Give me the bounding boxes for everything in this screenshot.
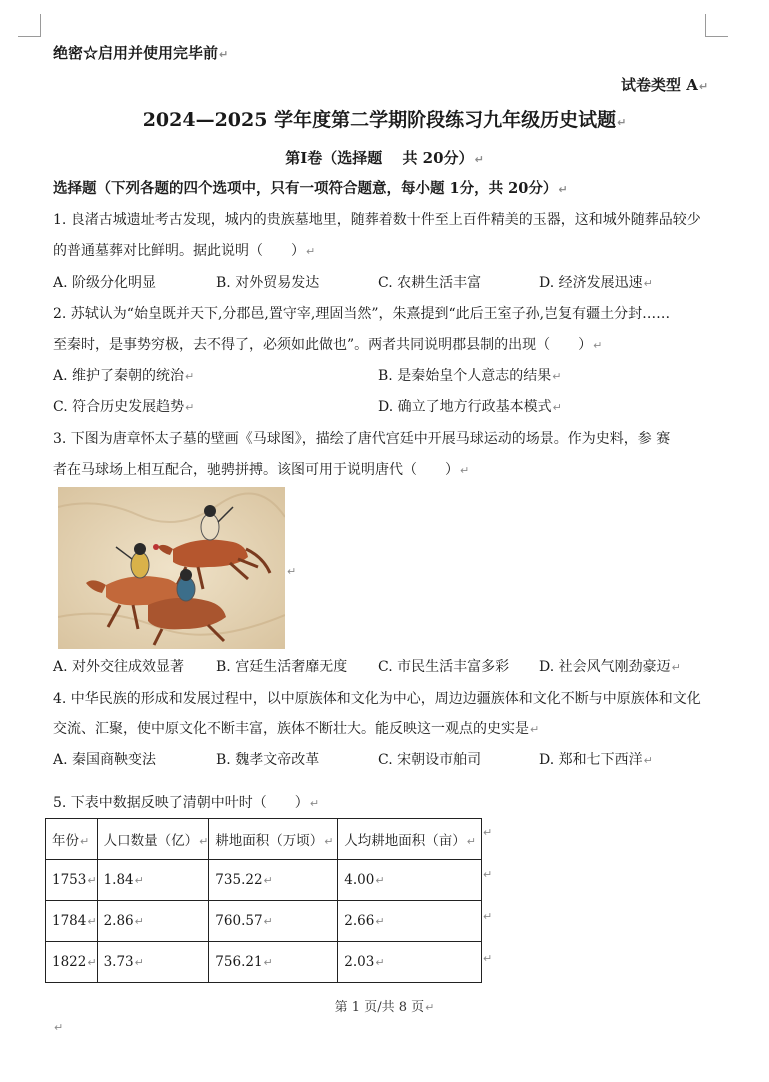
question-3-line-2: 者在马球场上相互配合，驰骋拼搏。该图可用于说明唐代（ ）↵: [53, 462, 470, 478]
question-2-option-b: B. 是秦始皇个人意志的结果↵: [378, 368, 562, 384]
question-3-option-c: C. 市民生活丰富多彩: [378, 659, 510, 675]
cell-paragraph-mark: ↵: [134, 956, 144, 969]
cell-paragraph-mark: ↵: [375, 956, 385, 969]
table-cell: 735.22↵: [209, 860, 338, 901]
cell-paragraph-mark: ↵: [375, 915, 385, 928]
table-cell: 2.66↵: [338, 901, 482, 942]
cell-paragraph-mark: ↵: [263, 956, 273, 969]
question-2-option-c: C. 符合历史发展趋势↵: [53, 399, 195, 415]
question-1-option-d: D. 经济发展迅速↵: [539, 275, 653, 291]
question-3-option-b: B. 宫廷生活奢靡无度: [216, 659, 348, 675]
question-5-line-1: 5. 下表中数据反映了清朝中叶时（ ）↵: [53, 795, 320, 811]
question-1-option-a: A. 阶级分化明显: [53, 275, 157, 291]
paper-type-label: 试卷类型 A↵: [621, 76, 709, 94]
table-header-cell: 人均耕地面积（亩）↵: [338, 819, 482, 860]
cell-paragraph-mark: ↵: [199, 835, 209, 848]
question-3-option-d: D. 社会风气刚劲豪迈↵: [539, 659, 681, 675]
table-row-mark: ↵: [483, 868, 493, 881]
table-header-cell: 耕地面积（万顷）↵: [209, 819, 338, 860]
table-cell: 756.21↵: [209, 942, 338, 983]
table-cell: 760.57↵: [209, 901, 338, 942]
cell-paragraph-mark: ↵: [324, 835, 334, 848]
question-2-option-d: D. 确立了地方行政基本模式↵: [378, 399, 562, 415]
table-cell: 1784↵: [46, 901, 98, 942]
cell-paragraph-mark: ↵: [466, 835, 477, 848]
table-header-row: [46, 819, 482, 860]
cell-paragraph-mark: ↵: [263, 915, 273, 928]
question-4-line-2: 交流、汇聚，使中原文化不断丰富，族体不断壮大。能反映这一观点的史实是↵: [53, 721, 540, 737]
exam-title: 2024—2025 学年度第二学期阶段练习九年级历史试题↵: [142, 109, 627, 131]
cell-paragraph-mark: ↵: [263, 874, 273, 887]
table-cell: 3.73↵: [97, 942, 209, 983]
cell-paragraph-mark: ↵: [375, 874, 385, 887]
confidential-label: 绝密☆启用并使用完毕前↵: [53, 44, 229, 62]
question-4-option-b: B. 魏孝文帝改革: [216, 752, 320, 768]
question-3-line-1: 3. 下图为唐章怀太子墓的壁画《马球图》，描绘了唐代宫廷中开展马球运动的场景。作为史料，参 赛: [53, 431, 671, 447]
table-cell: 1.84↵: [97, 860, 209, 901]
question-2-line-2: 至秦时，是事势穷极，去不得了，必须如此做也”。两者共同说明郡县制的出现（ ）↵: [53, 337, 603, 353]
table-cell: 4.00↵: [338, 860, 482, 901]
cell-paragraph-mark: ↵: [87, 874, 97, 887]
crop-mark-top-left: [18, 14, 41, 37]
table-cell: 1753↵: [46, 860, 98, 901]
question-4-option-c: C. 宋朝设市舶司: [378, 752, 482, 768]
table-cell: 2.03↵: [338, 942, 482, 983]
cell-paragraph-mark: ↵: [87, 915, 97, 928]
question-1-line-1: 1. 良渚古城遗址考古发现，城内的贵族墓地里，随葬着数十件至上百件精美的玉器，这和城外随葬品较少: [53, 212, 701, 228]
section-heading: 选择题（下列各题的四个选项中，只有一项符合题意，每小题 1分，共 20分）↵: [53, 180, 568, 197]
polo-mural-image: [58, 487, 285, 649]
table-row-mark: ↵: [483, 826, 493, 839]
table-header-cell: 年份↵: [46, 819, 98, 860]
table-header-cell: 人口数量（亿）↵: [97, 819, 209, 860]
question-2-option-a: A. 维护了秦朝的统治↵: [53, 368, 195, 384]
cell-paragraph-mark: ↵: [134, 874, 144, 887]
question-1-option-b: B. 对外贸易发达: [216, 275, 320, 291]
table-row: [46, 942, 482, 983]
crop-mark-top-right: [705, 14, 728, 37]
question-3-option-a: A. 对外交往成效显著: [53, 659, 185, 675]
cell-paragraph-mark: ↵: [87, 956, 97, 969]
population-land-table: [45, 818, 482, 983]
question-4-line-1: 4. 中华民族的形成和发展过程中，以中原族体和文化为中心，周边边疆族体和文化不断与中原族体和文化: [53, 691, 701, 707]
cell-paragraph-mark: ↵: [80, 835, 90, 848]
question-4-option-a: A. 秦国商鞅变法: [53, 752, 157, 768]
question-2-line-1: 2. 苏轼认为“始皇既并天下,分郡邑,置守宰,理固当然”，朱熹提到“此后王室子孙,岂复有疆土分封……: [53, 306, 671, 322]
part-title: 第Ⅰ卷（选择题 共 20分）↵: [285, 149, 484, 167]
image-paragraph-mark: ↵: [287, 565, 297, 578]
cell-paragraph-mark: ↵: [134, 915, 144, 928]
trailing-paragraph-mark: ↵: [54, 1021, 64, 1034]
table-cell: 2.86↵: [97, 901, 209, 942]
table-row: [46, 901, 482, 942]
question-1-line-2: 的普通墓葬对比鲜明。据此说明（ ）↵: [53, 243, 316, 259]
question-4-option-d: D. 郑和七下西洋↵: [539, 752, 653, 768]
question-1-option-c: C. 农耕生活丰富: [378, 275, 482, 291]
page-footer: 第 1 页/共 8 页↵: [334, 1000, 435, 1015]
table-cell: 1822↵: [46, 942, 98, 983]
table-row-mark: ↵: [483, 952, 493, 965]
table-row: [46, 860, 482, 901]
table-row-mark: ↵: [483, 910, 493, 923]
